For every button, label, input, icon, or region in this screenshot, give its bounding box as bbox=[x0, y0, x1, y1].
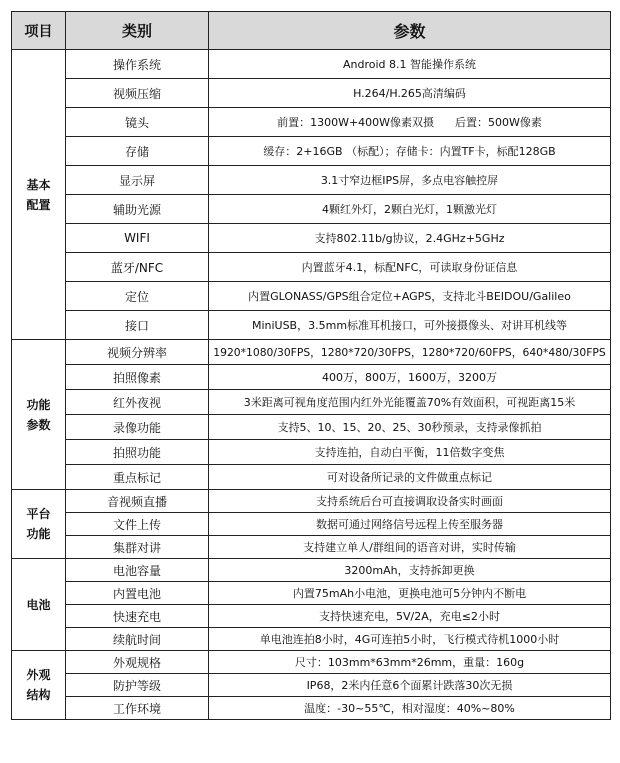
table-row bbox=[12, 79, 611, 108]
value-cell bbox=[209, 108, 611, 137]
category-text: 录像功能 bbox=[112, 420, 161, 435]
section-name bbox=[12, 490, 66, 559]
table-row bbox=[12, 697, 611, 720]
category-text: 视频分辨率 bbox=[106, 345, 167, 360]
value-cell bbox=[209, 282, 611, 311]
header-category: 类别 bbox=[66, 12, 209, 50]
table-row bbox=[12, 253, 611, 282]
table-row bbox=[12, 137, 611, 166]
value-cell bbox=[209, 465, 611, 490]
category-cell bbox=[66, 605, 209, 628]
category-text: 快速充电 bbox=[112, 609, 161, 624]
value-text: 单电池连拍8小时，4G可连拍5小时，飞行模式待机1000小时 bbox=[259, 633, 560, 646]
category-text: 拍照像素 bbox=[112, 370, 161, 385]
value-cell bbox=[209, 628, 611, 651]
value-text: 内置GLONASS/GPS组合定位+AGPS，支持北斗BEIDOU/Galileo bbox=[248, 290, 571, 303]
section-name bbox=[12, 559, 66, 651]
table-row bbox=[12, 440, 611, 465]
value-text: Android 8.1 智能操作系统 bbox=[342, 58, 476, 71]
category-cell bbox=[66, 340, 209, 365]
value-text: 3.1寸窄边框IPS屏，多点电容触控屏 bbox=[320, 174, 499, 187]
value-text: 可对设备所记录的文件做重点标记 bbox=[327, 471, 492, 484]
category-cell bbox=[66, 282, 209, 311]
category-cell bbox=[66, 50, 209, 79]
table-row bbox=[12, 582, 611, 605]
header-item: 项目 bbox=[12, 12, 66, 50]
table-row bbox=[12, 108, 611, 137]
section-name-line: 结构 bbox=[26, 688, 51, 702]
section-name-line: 功能 bbox=[26, 397, 51, 412]
category-cell bbox=[66, 465, 209, 490]
value-cell bbox=[209, 311, 611, 340]
value-text: 3200mAh，支持拆卸更换 bbox=[344, 564, 475, 577]
value-cell bbox=[209, 224, 611, 253]
category-text: 电池容量 bbox=[112, 563, 161, 578]
spec-body bbox=[12, 50, 611, 720]
table-row bbox=[12, 415, 611, 440]
value-cell bbox=[209, 559, 611, 582]
category-cell bbox=[66, 195, 209, 224]
table-row bbox=[12, 628, 611, 651]
value-text: IP68，2米内任意6个面累计跌落30次无损 bbox=[306, 679, 513, 692]
category-text: 操作系统 bbox=[112, 57, 161, 72]
category-text: 内置电池 bbox=[112, 586, 161, 601]
section-name-line: 电池 bbox=[26, 597, 51, 612]
value-cell bbox=[209, 253, 611, 282]
category-cell bbox=[66, 365, 209, 390]
category-cell bbox=[66, 311, 209, 340]
section-name-line: 功能 bbox=[26, 527, 51, 541]
value-text: 缓存：2+16GB （标配）；存储卡：内置TF卡，标配128GB bbox=[263, 145, 556, 158]
value-cell bbox=[209, 137, 611, 166]
value-cell bbox=[209, 415, 611, 440]
value-cell bbox=[209, 166, 611, 195]
category-text: 蓝牙/NFC bbox=[110, 260, 164, 275]
section-name-line: 配置 bbox=[26, 197, 51, 212]
category-cell bbox=[66, 628, 209, 651]
section-name-line: 参数 bbox=[26, 417, 51, 432]
value-text: 数据可通过网络信号远程上传至服务器 bbox=[316, 518, 503, 531]
table-row bbox=[12, 674, 611, 697]
category-text: 续航时间 bbox=[112, 632, 161, 647]
category-text: 辅助光源 bbox=[112, 202, 161, 217]
value-text: 温度：-30~55℃，相对湿度：40%~80% bbox=[304, 702, 515, 715]
category-cell bbox=[66, 224, 209, 253]
value-cell bbox=[209, 365, 611, 390]
table-row bbox=[12, 166, 611, 195]
table-row bbox=[12, 513, 611, 536]
value-cell bbox=[209, 697, 611, 720]
value-text: 支持802.11b/g协议，2.4GHz+5GHz bbox=[314, 232, 505, 245]
table-row bbox=[12, 282, 611, 311]
category-cell bbox=[66, 440, 209, 465]
category-cell bbox=[66, 651, 209, 674]
category-cell bbox=[66, 697, 209, 720]
category-text: 定位 bbox=[124, 289, 149, 304]
value-cell bbox=[209, 605, 611, 628]
category-cell bbox=[66, 415, 209, 440]
value-text: 支持5、10、15、20、25、30秒预录，支持录像抓拍 bbox=[277, 421, 542, 434]
category-text: 音视频直播 bbox=[106, 494, 167, 509]
category-cell bbox=[66, 536, 209, 559]
value-cell bbox=[209, 79, 611, 108]
category-text: 防护等级 bbox=[112, 678, 161, 693]
table-row bbox=[12, 224, 611, 253]
value-text: MiniUSB，3.5mm标准耳机接口，可外接摄像头、对讲耳机线等 bbox=[251, 319, 568, 332]
category-cell bbox=[66, 137, 209, 166]
value-cell bbox=[209, 536, 611, 559]
category-cell bbox=[66, 513, 209, 536]
value-text: 内置75mAh小电池，更换电池可5分钟内不断电 bbox=[292, 587, 527, 600]
category-text: 存储 bbox=[124, 144, 149, 159]
header-row bbox=[12, 12, 611, 50]
category-text: 视频压缩 bbox=[112, 86, 161, 101]
category-cell bbox=[66, 79, 209, 108]
header-params: 参数 bbox=[209, 12, 611, 50]
category-cell bbox=[66, 674, 209, 697]
table-row bbox=[12, 605, 611, 628]
value-cell bbox=[209, 390, 611, 415]
table-row bbox=[12, 195, 611, 224]
value-cell bbox=[209, 50, 611, 79]
value-cell bbox=[209, 340, 611, 365]
category-cell bbox=[66, 253, 209, 282]
value-text: 支持系统后台可直接调取设备实时画面 bbox=[316, 495, 503, 508]
value-text: 支持建立单人/群组间的语音对讲，实时传输 bbox=[303, 541, 516, 554]
category-text: 文件上传 bbox=[112, 517, 161, 532]
value-cell bbox=[209, 582, 611, 605]
value-text: H.264/H.265高清编码 bbox=[353, 87, 466, 100]
category-text: 集群对讲 bbox=[112, 540, 161, 555]
value-text: 400万，800万，1600万，3200万 bbox=[322, 371, 497, 384]
section-name bbox=[12, 651, 66, 720]
table-row bbox=[12, 365, 611, 390]
category-text: 镜头 bbox=[124, 115, 149, 130]
section-name-line: 基本 bbox=[26, 177, 51, 192]
value-text: 1920*1080/30FPS，1280*720/30FPS，1280*720/60FPS，640*480/30FPS bbox=[213, 345, 606, 359]
category-text: 重点标记 bbox=[112, 470, 161, 485]
table-row bbox=[12, 536, 611, 559]
value-cell bbox=[209, 490, 611, 513]
table-row bbox=[12, 50, 611, 79]
table-row bbox=[12, 651, 611, 674]
value-text: 支持连拍，自动白平衡，11倍数字变焦 bbox=[314, 446, 505, 459]
value-text: 内置蓝牙4.1，标配NFC，可读取身份证信息 bbox=[301, 261, 518, 274]
section-name-line: 平台 bbox=[26, 507, 51, 521]
category-text: 外观规格 bbox=[112, 655, 161, 670]
category-cell bbox=[66, 108, 209, 137]
value-text: 3米距离可视角度范围内红外光能覆盖70%有效面积，可视距离15米 bbox=[243, 396, 576, 409]
section-name-line: 外观 bbox=[26, 668, 51, 682]
category-cell bbox=[66, 582, 209, 605]
table-row bbox=[12, 465, 611, 490]
table-row bbox=[12, 311, 611, 340]
category-cell bbox=[66, 166, 209, 195]
table-row bbox=[12, 559, 611, 582]
spec-table bbox=[11, 11, 611, 720]
value-text: 前置：1300W+400W像素双摄 后置：500W像素 bbox=[277, 116, 542, 129]
value-cell bbox=[209, 440, 611, 465]
category-text: 工作环境 bbox=[112, 701, 161, 716]
value-cell bbox=[209, 195, 611, 224]
table-row bbox=[12, 340, 611, 365]
value-text: 支持快速充电，5V/2A，充电≤2小时 bbox=[319, 610, 500, 623]
category-cell bbox=[66, 390, 209, 415]
category-text: WIFI bbox=[124, 231, 150, 245]
value-cell bbox=[209, 513, 611, 536]
section-name bbox=[12, 50, 66, 340]
table-row bbox=[12, 390, 611, 415]
category-text: 接口 bbox=[124, 318, 149, 333]
category-text: 红外夜视 bbox=[112, 395, 161, 410]
table-row bbox=[12, 490, 611, 513]
value-text: 4颗红外灯，2颗白光灯，1颗激光灯 bbox=[322, 203, 497, 216]
value-cell bbox=[209, 674, 611, 697]
value-cell bbox=[209, 651, 611, 674]
category-cell bbox=[66, 490, 209, 513]
category-cell bbox=[66, 559, 209, 582]
category-text: 拍照功能 bbox=[112, 445, 161, 460]
category-text: 显示屏 bbox=[118, 173, 155, 188]
section-name bbox=[12, 340, 66, 490]
value-text: 尺寸：103mm*63mm*26mm，重量：160g bbox=[294, 656, 525, 669]
